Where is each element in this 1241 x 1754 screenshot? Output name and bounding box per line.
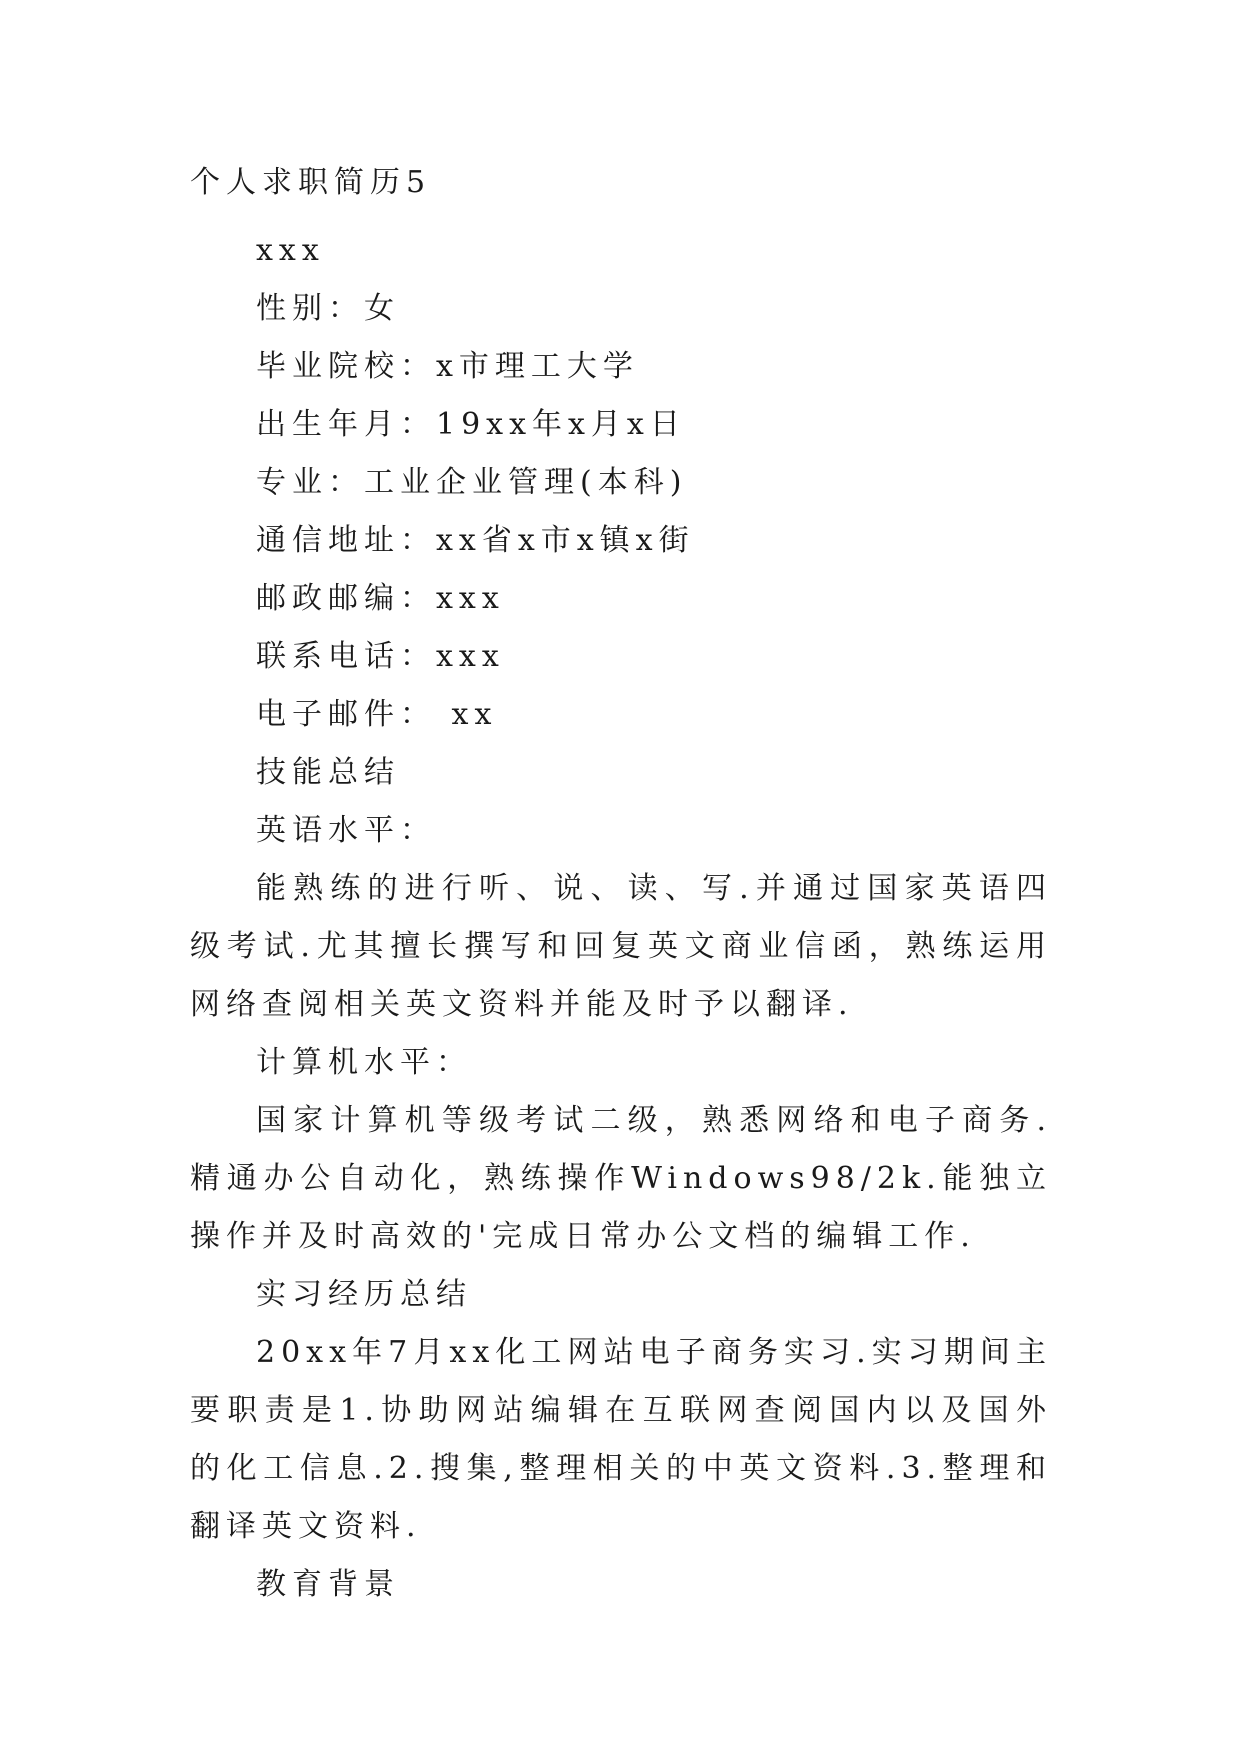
document-body [190,222,1052,1614]
gender-field: 性别：女 [256,291,400,326]
email-field: 电子邮件： xx [256,697,498,732]
computer-paragraph: 国家计算机等级考试二级，熟悉网络和电子商务.精通办公自动化，熟练操作Windows98/2k.能独立操作并及时高效的'完成日常办公文档的编辑工作. [190,1103,1052,1254]
education-heading: 教育背景 [256,1567,400,1602]
phone-field: 联系电话：xxx [256,639,505,674]
document-title: 个人求职简历5 [190,165,432,200]
school-field: 毕业院校：x市理工大学 [256,349,639,384]
internship-heading: 实习经历总结 [256,1277,472,1312]
postcode-field: 邮政邮编：xxx [256,581,505,616]
address-field: 通信地址：xx省x市x镇x街 [256,523,695,558]
name-field: xxx [256,233,325,268]
birthdate-field: 出生年月：19xx年x月x日 [256,407,686,442]
major-field: 专业：工业企业管理(本科) [256,465,688,500]
computer-heading: 计算机水平： [256,1045,472,1080]
english-paragraph: 能熟练的进行听、说、读、写.并通过国家英语四级考试.尤其擅长撰写和回复英文商业信函，熟练运用网络查阅相关英文资料并能及时予以翻译. [190,871,1052,1022]
internship-paragraph: 20xx年7月xx化工网站电子商务实习.实习期间主要职责是1.协助网站编辑在互联网查阅国内以及国外的化工信息.2.搜集,整理相关的中英文资料.3.整理和翻译英文资料. [190,1335,1052,1544]
skills-heading: 技能总结 [256,755,400,790]
english-heading: 英语水平： [256,813,436,848]
